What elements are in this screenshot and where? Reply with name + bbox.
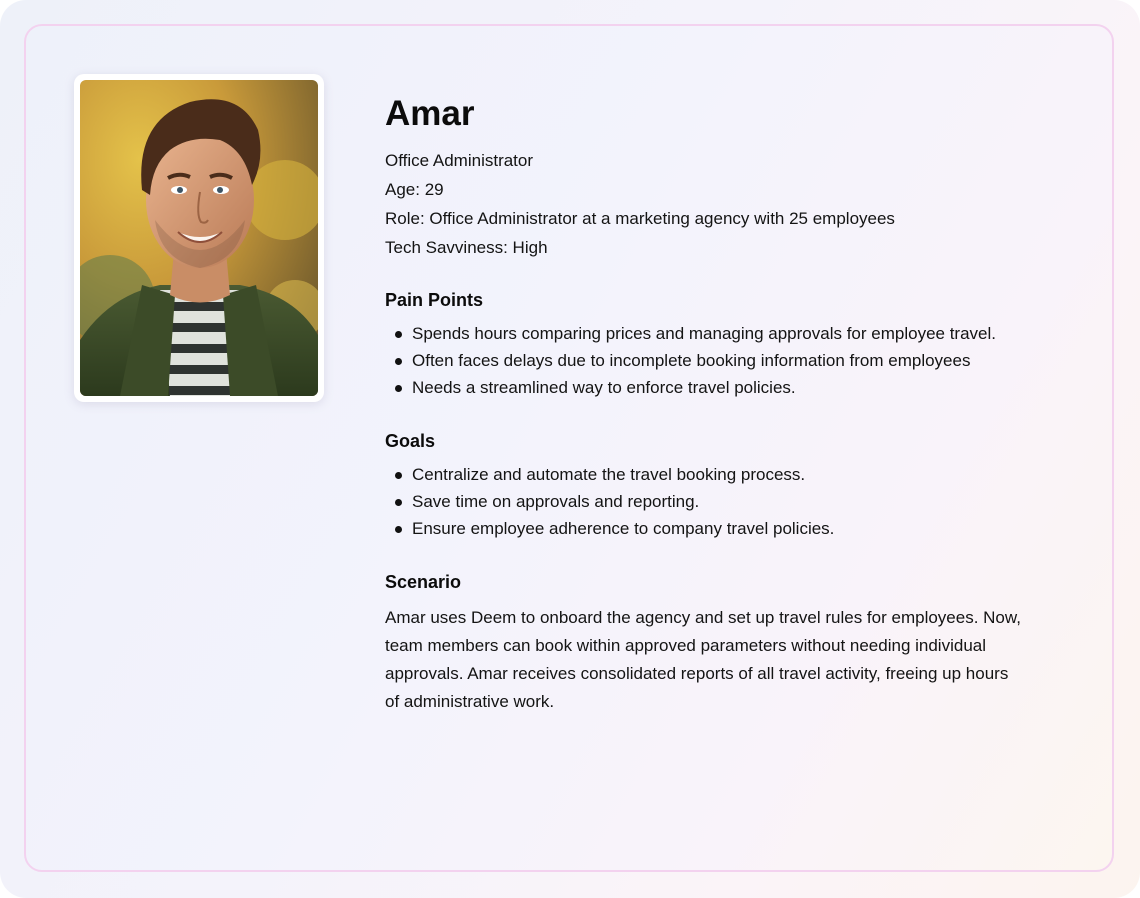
persona-name: Amar (385, 94, 475, 133)
bullet-icon (395, 499, 402, 506)
persona-details (385, 92, 1035, 716)
persona-role: Role: Office Administrator at a marketing agency with 25 employees (385, 209, 895, 228)
pain-points-heading: Pain Points (385, 290, 484, 310)
goals-list (385, 463, 1035, 540)
bullet-icon (395, 526, 402, 533)
list-item (385, 322, 1012, 345)
persona-title: Office Administrator (385, 151, 534, 170)
list-item-text: Spends hours comparing prices and managing approvals for employee travel. (412, 324, 996, 343)
bullet-icon (395, 472, 402, 479)
bullet-icon (395, 358, 402, 365)
list-item-text: Needs a streamlined way to enforce travel policies. (412, 378, 796, 397)
list-item-text: Ensure employee adherence to company travel policies. (412, 519, 835, 538)
bullet-icon (395, 331, 402, 338)
list-item (385, 490, 1012, 513)
list-item-text: Centralize and automate the travel booking process. (412, 465, 806, 484)
list-item (385, 376, 1012, 399)
scenario-heading: Scenario (385, 572, 462, 592)
list-item-text: Save time on approvals and reporting. (412, 492, 700, 511)
scenario-text: Amar uses Deem to onboard the agency and set up travel rules for employees. Now, team members can book within approved parameters without needing individual approvals. Amar receives consolidated reports of all travel activity, freeing up hours of administrative work. (385, 608, 1021, 711)
persona-photo (80, 80, 318, 396)
list-item (385, 517, 1012, 540)
pain-points-list (385, 322, 1035, 399)
persona-info (385, 146, 1035, 262)
persona-tech-savviness: Tech Savviness: High (385, 238, 548, 257)
persona-photo-frame (74, 74, 324, 402)
list-item (385, 463, 1012, 486)
persona-age: Age: 29 (385, 180, 444, 199)
goals-heading: Goals (385, 431, 436, 451)
bullet-icon (395, 385, 402, 392)
list-item-text: Often faces delays due to incomplete booking information from employees (412, 351, 971, 370)
list-item (385, 349, 1012, 372)
